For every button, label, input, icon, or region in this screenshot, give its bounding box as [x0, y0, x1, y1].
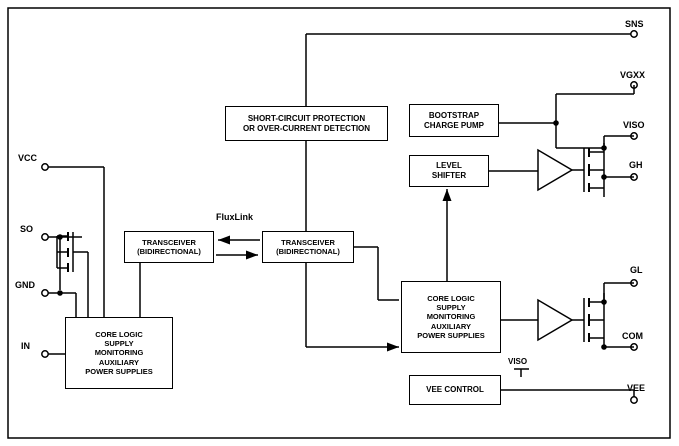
block-line: POWER SUPPLIES	[417, 331, 485, 341]
pin-label-sns: SNS	[625, 19, 644, 29]
block-transceiver-left[interactable]	[124, 231, 214, 263]
pin-label-gnd: GND	[15, 280, 35, 290]
pin-label-vee: VEE	[627, 383, 646, 393]
block-transceiver-right[interactable]	[262, 231, 354, 263]
block-vee-control[interactable]	[409, 375, 501, 405]
block-bootstrap-charge-pump[interactable]	[409, 104, 499, 137]
block-line: (BIDIRECTIONAL)	[276, 247, 340, 256]
block-line: CORE LOGIC	[427, 293, 475, 303]
block-line: BOOTSTRAP	[428, 110, 480, 120]
annotation-viso-vee-control: VISO	[508, 357, 528, 366]
pin-label-vgxx: VGXX	[620, 70, 646, 80]
block-line: CHARGE PUMP	[423, 120, 484, 130]
block-line: (BIDIRECTIONAL)	[137, 247, 201, 256]
block-line: MONITORING	[426, 312, 476, 322]
block-line: TRANSCEIVER	[281, 237, 335, 247]
block-line: MONITORING	[94, 348, 144, 358]
block-line: SUPPLY	[104, 338, 134, 348]
pin-label-in: IN	[21, 341, 30, 351]
pin-label-com: COM	[622, 331, 643, 341]
block-line: SUPPLY	[436, 302, 466, 312]
block-core-logic-right[interactable]	[401, 281, 501, 353]
pin-label-viso-top: VISO	[623, 120, 645, 130]
block-short-circuit-protection[interactable]	[225, 106, 388, 141]
pin-label-vcc: VCC	[18, 153, 38, 163]
pin-label-so: SO	[20, 224, 34, 234]
block-line: POWER SUPPLIES	[85, 367, 153, 377]
block-line: VEE CONTROL	[426, 385, 484, 394]
block-level-shifter[interactable]	[409, 155, 489, 187]
annotation-fluxlink: FluxLink	[216, 212, 254, 222]
block-core-logic-left[interactable]	[65, 317, 173, 389]
pin-label-gh: GH	[629, 160, 643, 170]
block-line: AUXILIARY	[430, 321, 472, 331]
pin-label-gl: GL	[630, 265, 643, 275]
block-line: TRANSCEIVER	[142, 237, 196, 247]
block-line: CORE LOGIC	[95, 329, 143, 339]
block-line: AUXILIARY	[98, 357, 140, 367]
block-line: OR OVER-CURRENT DETECTION	[242, 123, 371, 133]
block-line: SHIFTER	[431, 171, 467, 180]
block-line: SHORT-CIRCUIT PROTECTION	[247, 113, 366, 123]
block-line: LEVEL	[436, 161, 462, 170]
